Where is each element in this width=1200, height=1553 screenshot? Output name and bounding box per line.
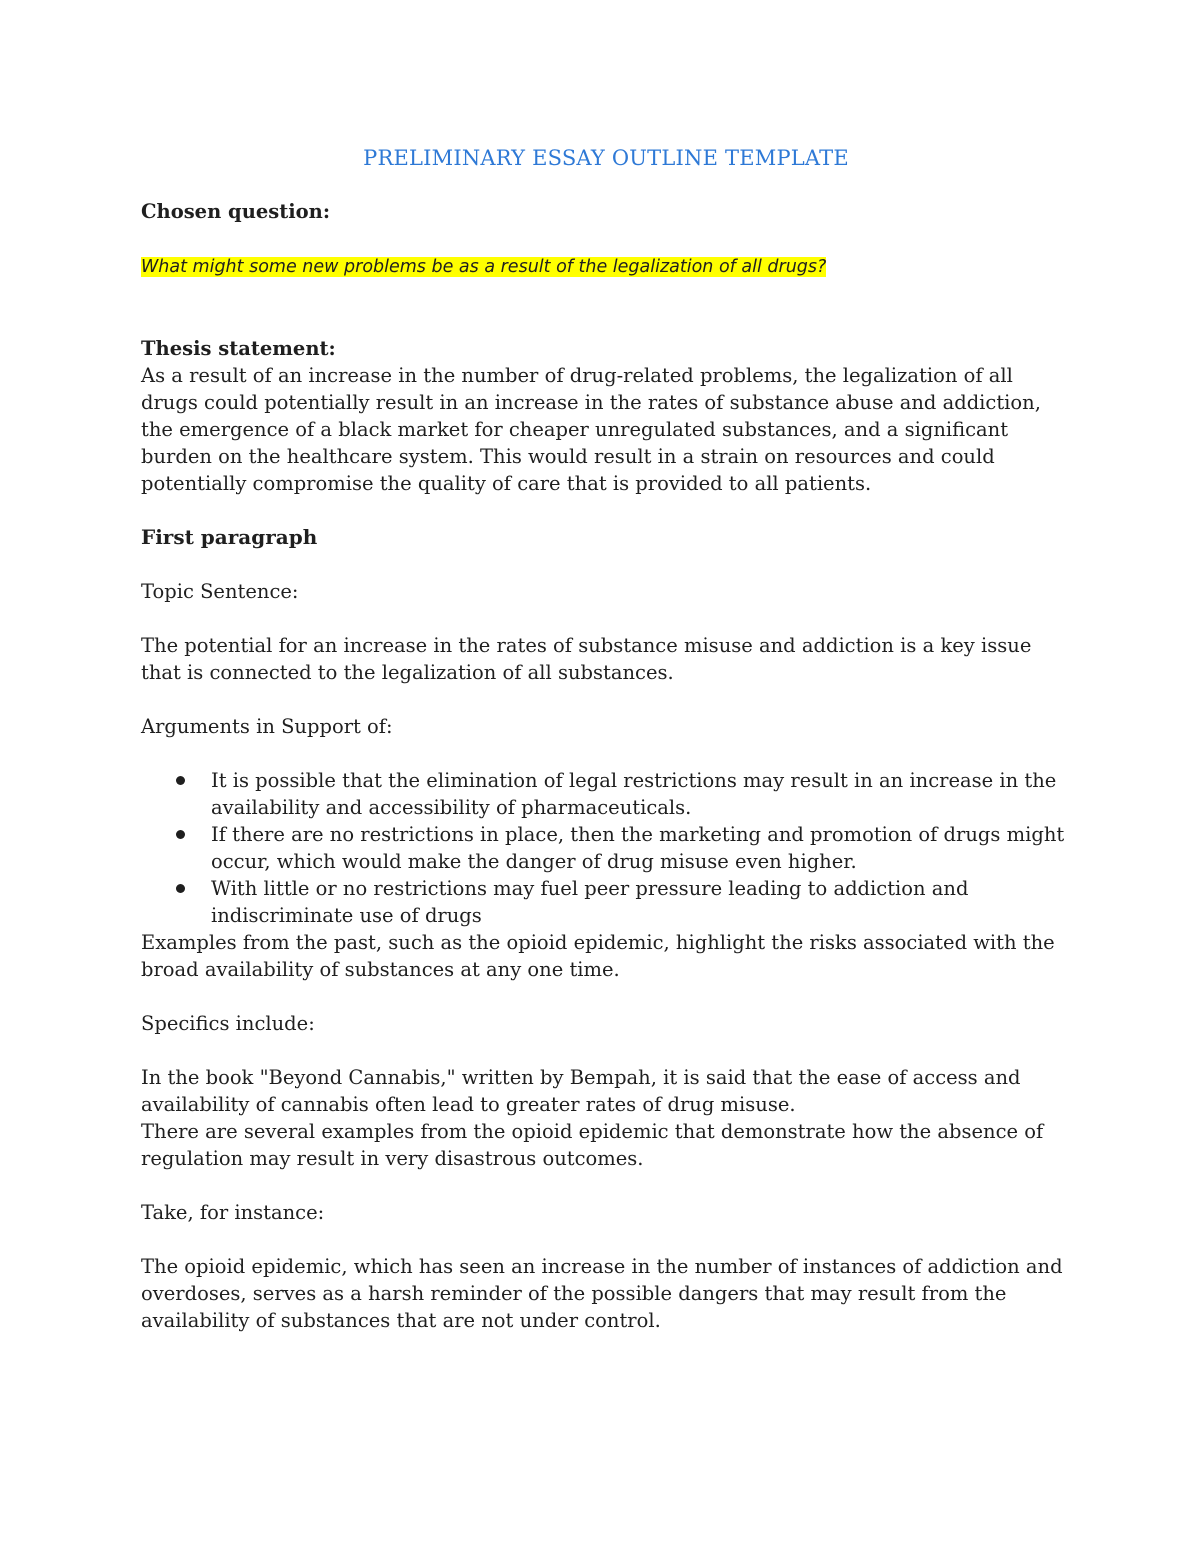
instance-label: Take, for instance: <box>141 1201 325 1224</box>
chosen-question <box>141 252 1071 281</box>
thesis-label: Thesis statement: <box>141 337 336 360</box>
list-item <box>211 767 1071 821</box>
argument-text: If there are no restrictions in place, then the marketing and promotion of drugs might occur, which would make the danger of drug misuse even higher. <box>211 823 1065 873</box>
argument-text: With little or no restrictions may fuel peer pressure leading to addiction and indiscriminate use of drugs <box>211 877 969 927</box>
specifics-text-2: There are several examples from the opioid epidemic that demonstrate how the absence of regulation may result in very disastrous outcomes. <box>141 1120 1044 1170</box>
list-item <box>211 875 1071 929</box>
list-item <box>211 821 1071 875</box>
topic-sentence-text: The potential for an increase in the rates of substance misuse and addiction is a key issue that is connected to the legalization of all substances. <box>141 634 1032 684</box>
examples-text: Examples from the past, such as the opioid epidemic, highlight the risks associated with the broad availability of substances at any one time. <box>141 931 1055 981</box>
page-title: PRELIMINARY ESSAY OUTLINE TEMPLATE <box>363 146 849 170</box>
chosen-question-label: Chosen question: <box>141 200 331 223</box>
document-body <box>141 140 1071 1334</box>
arguments-list <box>141 767 1071 929</box>
instance-text: The opioid epidemic, which has seen an increase in the number of instances of addiction and overdoses, serves as a harsh reminder of the possible dangers that may result from the availability of substances that are not under control. <box>141 1255 1063 1332</box>
arguments-label: Arguments in Support of: <box>141 715 393 738</box>
chosen-question-text: What might some new problems be as a result of the legalization of all drugs? <box>141 257 827 277</box>
bullet-icon <box>176 776 185 785</box>
specifics-text-1: In the book "Beyond Cannabis," written by Bempah, it is said that the ease of access and availability of cannabis often lead to greater rates of drug misuse. <box>141 1066 1021 1116</box>
topic-sentence-label: Topic Sentence: <box>141 580 299 603</box>
argument-text: It is possible that the elimination of legal restrictions may result in an increase in the availability and accessibility of pharmaceuticals. <box>211 769 1057 819</box>
bullet-icon <box>176 830 185 839</box>
thesis-text: As a result of an increase in the number of drug-related problems, the legalization of all drugs could potentially result in an increase in the rates of substance abuse and addiction, the emergence of a black market for cheaper unregulated substances, and a significant burden on the healthcare system. This would result in a strain on resources and could potentially compromise the quality of care that is provided to all patients. <box>141 364 1041 495</box>
first-paragraph-heading: First paragraph <box>141 525 318 549</box>
specifics-label: Specifics include: <box>141 1012 315 1035</box>
bullet-icon <box>176 884 185 893</box>
